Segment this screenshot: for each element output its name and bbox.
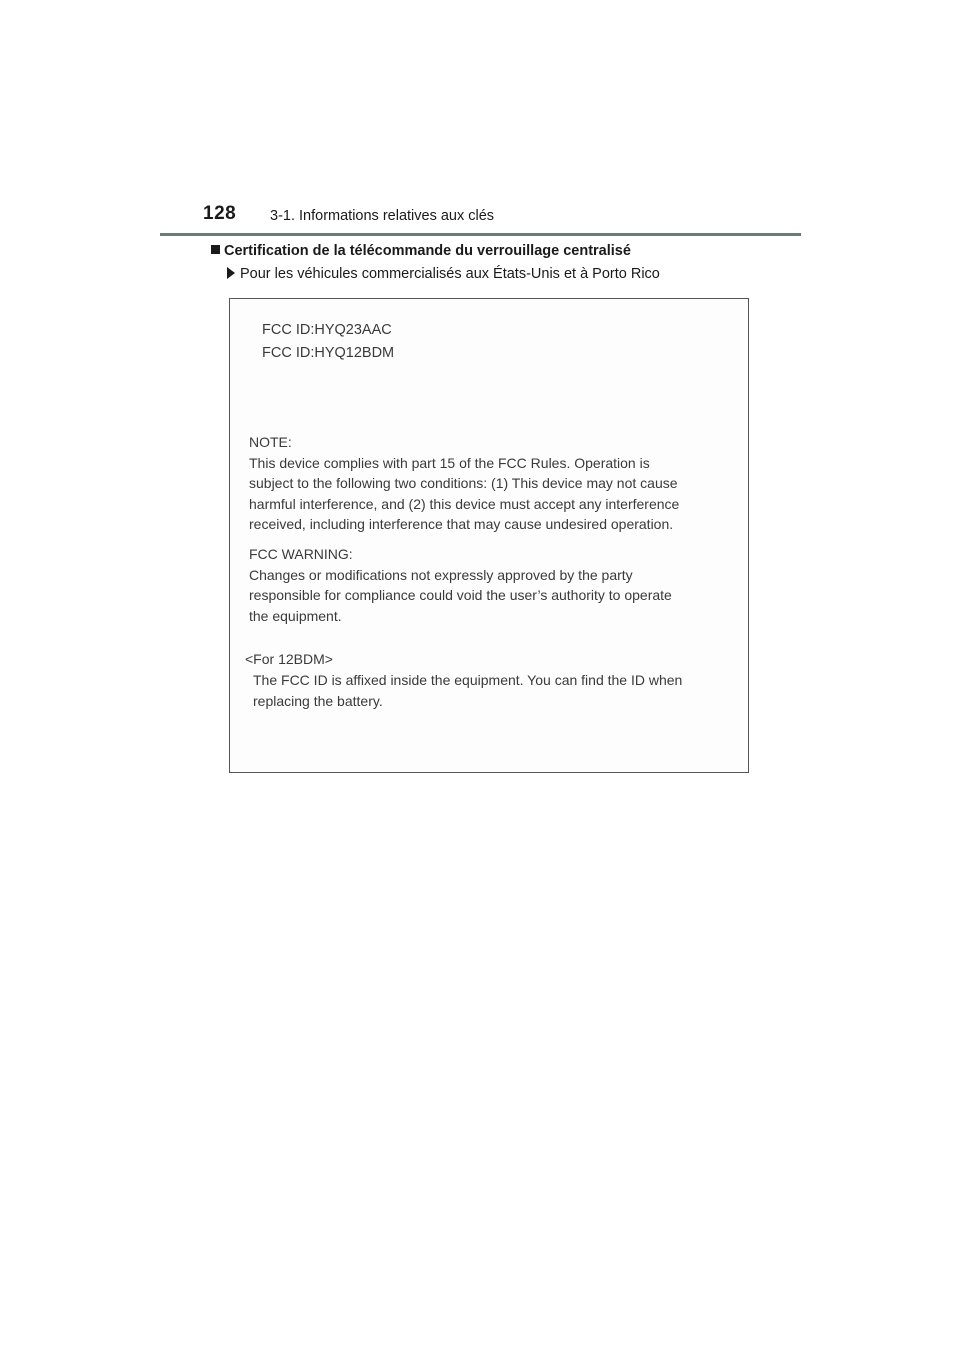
for-12bdm-line: The FCC ID is affixed inside the equipment. You can find the ID when xyxy=(253,672,683,688)
for-12bdm-block xyxy=(253,670,682,711)
note-line: harmful interference, and (2) this device must accept any interference xyxy=(249,495,680,512)
for-12bdm-line: replacing the battery. xyxy=(253,692,383,709)
fcc-id-line: FCC ID:HYQ23AAC xyxy=(262,322,392,338)
warning-title: FCC WARNING: xyxy=(249,546,353,562)
fcc-id-block xyxy=(262,319,394,365)
warning-line: the equipment. xyxy=(249,607,342,624)
fcc-id-line: FCC ID:HYQ12BDM xyxy=(262,345,395,361)
note-block xyxy=(249,432,679,535)
note-title: NOTE: xyxy=(249,434,292,450)
fcc-label-image xyxy=(229,298,749,773)
heading xyxy=(211,243,631,259)
warning-block xyxy=(249,544,672,626)
note-line: received, including interference that may cause undesired operation. xyxy=(249,516,674,532)
warning-line: Changes or modifications not expressly approved by the party xyxy=(249,566,633,583)
note-line: This device complies with part 15 of the FCC Rules. Operation is xyxy=(249,454,650,471)
heading-text: Certification de la télécommande du verrouillage centralisé xyxy=(224,243,631,259)
header-rule xyxy=(160,233,801,236)
subheading-text: Pour les véhicules commercialisés aux États-Unis et à Porto Rico xyxy=(240,266,660,282)
square-bullet-icon xyxy=(211,245,220,254)
note-line: subject to the following two conditions: (1) This device may not cause xyxy=(249,475,678,491)
page-number: 128 xyxy=(203,203,237,224)
for-12bdm-title: <For 12BDM> xyxy=(245,651,333,667)
triangle-bullet-icon xyxy=(227,267,235,279)
warning-line: responsible for compliance could void the user’s authority to operate xyxy=(249,587,672,603)
section-title: 3-1. Informations relatives aux clés xyxy=(270,208,495,224)
subheading xyxy=(227,266,660,282)
